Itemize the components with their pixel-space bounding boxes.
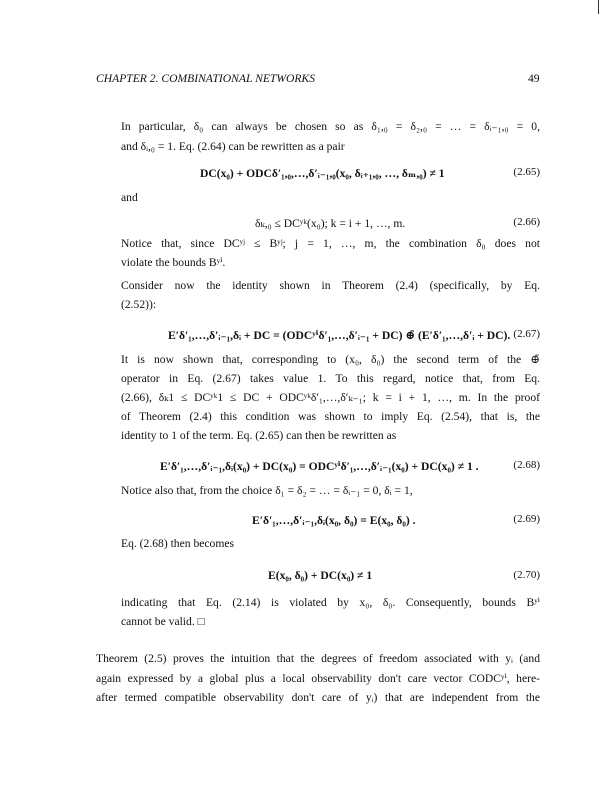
- text-line: after termed compatible observability don't care of yᵢ) that are independent from the: [96, 691, 540, 704]
- page-number: 49: [528, 72, 540, 85]
- text-line: operator in Eq. (2.67) takes value 1. To this regard, notice that, from Eq.: [121, 372, 540, 385]
- equation-number: (2.65): [513, 166, 540, 178]
- equation-number: (2.70): [513, 569, 540, 581]
- text-line: and: [121, 191, 138, 204]
- equation: E′δ′₁,…,δ′ᵢ₋₁,δᵢ(x₀) + DC(x₀) = ODCʸⁱδ′₁,…,δ′ᵢ₋₁(x₀) + DC(x₀) ≠ 1 .: [160, 460, 479, 473]
- equation-number: (2.69): [513, 513, 540, 525]
- running-header: CHAPTER 2. COMBINATIONAL NETWORKS: [96, 72, 316, 85]
- text-line: again expressed by a global plus a local observability don't care vector CODCʸⁱ, here-: [96, 672, 540, 685]
- equation: δₖ,₀ ≤ DCʸᵏ(x₀); k = i + 1, …, m.: [255, 217, 406, 230]
- equation: E(x₀, δ₀) + DC(x₀) ≠ 1: [268, 569, 373, 582]
- equation-number: (2.68): [513, 459, 540, 471]
- text-line: indicating that Eq. (2.14) is violated by x₀, δ₀. Consequently, bounds Bʸⁱ: [121, 596, 540, 609]
- text-line: violate the bounds Bʸⁱ.: [121, 256, 226, 269]
- equation: E′δ′₁,…,δ′ᵢ₋₁,δᵢ(x₀, δ₀) = E(x₀, δ₀) .: [252, 514, 416, 527]
- text-line: Eq. (2.68) then becomes: [121, 537, 235, 550]
- equation: E′δ′₁,…,δ′ᵢ₋₁,δᵢ + DC = (ODCʸⁱδ′₁,…,δ′ᵢ₋₁ + DC) ⊕̄ (E′δ′₁,…,δ′ᵢ + DC).: [168, 329, 511, 342]
- text-line: It is now shown that, corresponding to (x₀, δ₀) the second term of the ⊕̄: [121, 353, 540, 366]
- text-line: Notice also that, from the choice δ₁ = δ₂ = … = δᵢ₋₁ = 0, δᵢ = 1,: [121, 484, 413, 497]
- equation-number: (2.66): [513, 216, 540, 228]
- text-line: (2.66), δₖ1 ≤ DCʸᵏ1 ≤ DC + ODCʸᵏδ′₁,…,δ′ₖ₋₁; k = i + 1, …, m. In the proof: [121, 391, 540, 404]
- equation-number: (2.67): [513, 328, 540, 340]
- text-line: and δᵢ,₀ = 1. Eq. (2.64) can be rewritten as a pair: [121, 140, 345, 153]
- text-line: cannot be valid. □: [121, 615, 205, 628]
- text-line: identity to 1 of the term. Eq. (2.65) can then be rewritten as: [121, 429, 397, 442]
- text-line: (2.52)):: [121, 298, 157, 311]
- equation: DC(x₀) + ODCδ′₁,₀,…,δ′ᵢ₋₁,₀(x₀, δᵢ₊₁,₀, …, δₘ,₀) ≠ 1: [200, 167, 445, 180]
- text-line: Consider now the identity shown in Theorem (2.4) (specifically, by Eq.: [121, 279, 540, 292]
- text-line: In particular, δ₀ can always be chosen so as δ₁,₀ = δ₂,₀ = … = δᵢ₋₁,₀ = 0,: [121, 120, 540, 133]
- text-line: of Theorem (2.4) this condition was shown to imply Eq. (2.54), that is, the: [121, 410, 540, 423]
- text-line: Notice that, since DCʸʲ ≤ Bʸʲ; j = 1, …, m, the combination δ₀ does not: [121, 237, 540, 250]
- scan-mark: [598, 0, 599, 14]
- text-line: Theorem (2.5) proves the intuition that the degrees of freedom associated with yᵢ (and: [96, 652, 540, 665]
